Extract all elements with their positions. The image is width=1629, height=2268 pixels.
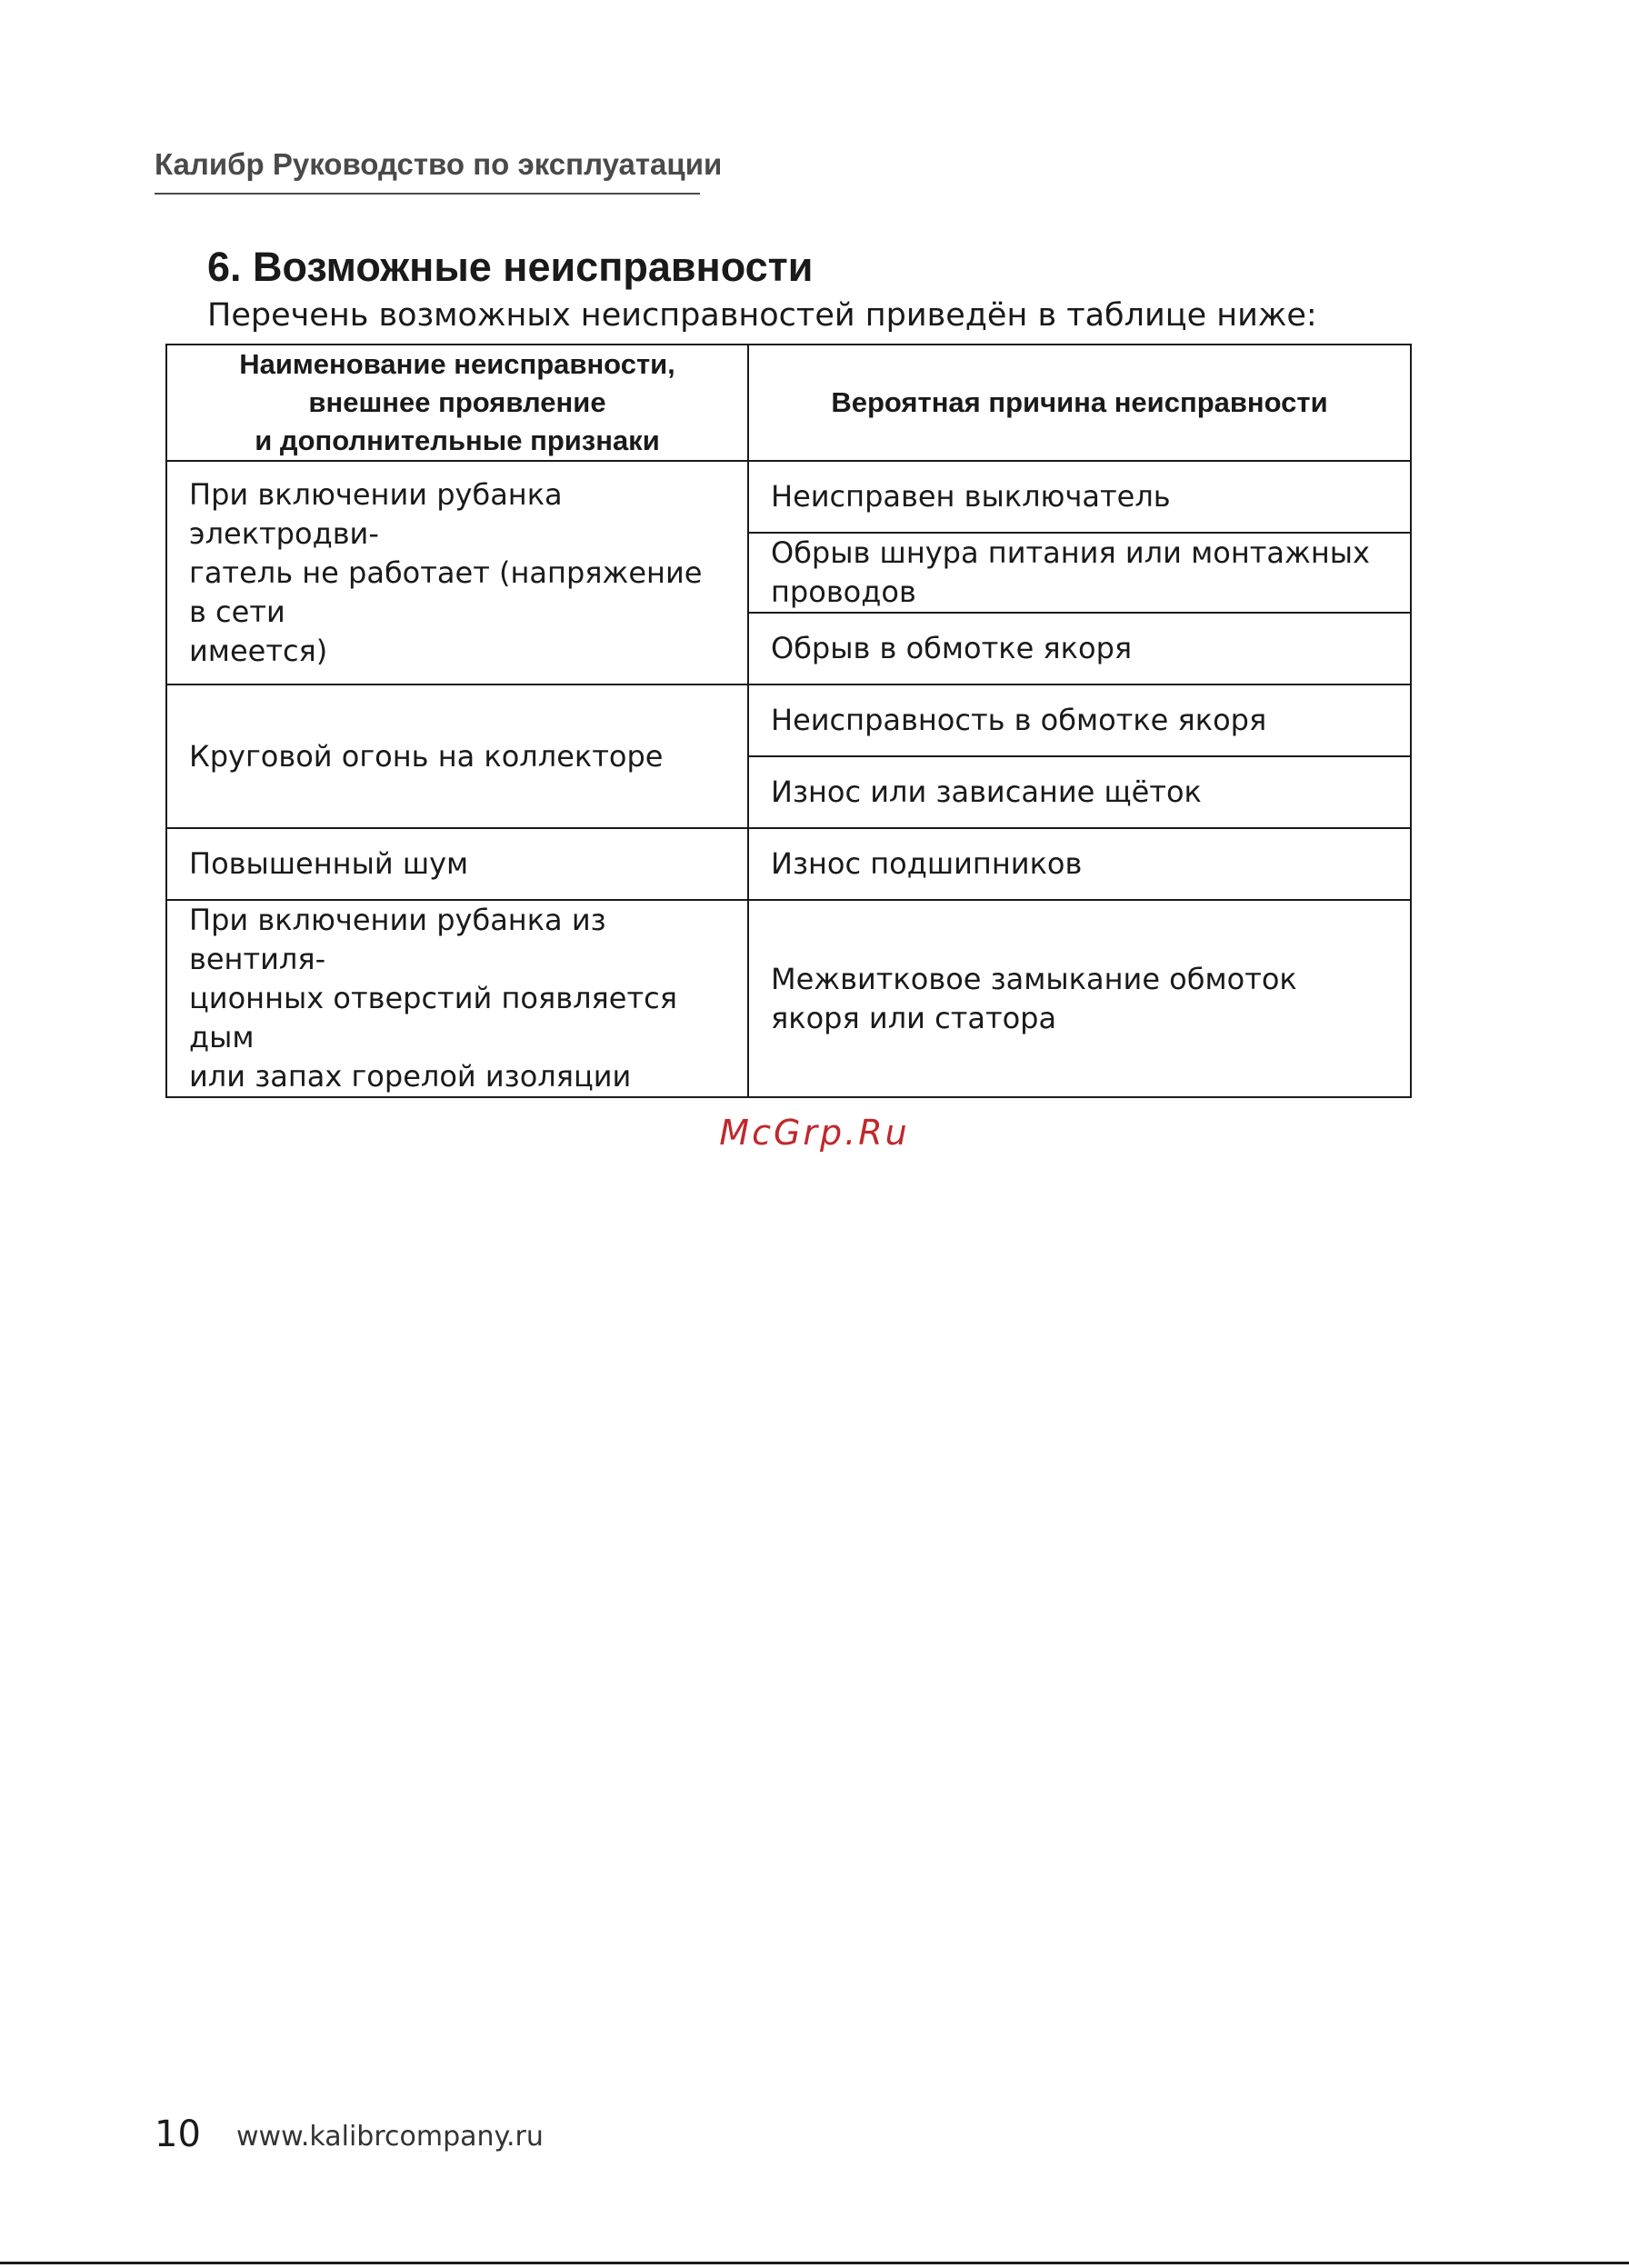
cause-cell: Неисправен выключатель	[748, 461, 1411, 533]
col1-header-line: внешнее проявление	[308, 386, 606, 418]
col1-header-line: Наименование неисправности,	[239, 348, 675, 380]
cause-cell: Межвитковое замыкание обмоток якоря или статора	[748, 900, 1411, 1097]
section-title: 6. Возможные неисправности	[207, 244, 814, 290]
col1-header-line: и дополнительные признаки	[255, 425, 660, 456]
symptom-line: Повышенный шум	[189, 846, 469, 881]
symptom-cell	[166, 461, 748, 684]
table-header-row	[166, 345, 1411, 461]
bottom-rule	[0, 2262, 1629, 2264]
symptom-cell	[166, 828, 748, 900]
table-row	[166, 684, 1411, 756]
table-row	[166, 828, 1411, 900]
symptom-cell	[166, 900, 748, 1097]
symptom-line: имеется)	[189, 633, 328, 668]
cause-cell: Износ подшипников	[748, 828, 1411, 900]
footer-url[interactable]: www.kalibrcompany.ru	[236, 2121, 544, 2153]
table-row	[166, 461, 1411, 533]
symptom-cell	[166, 684, 748, 828]
col1-header	[166, 345, 748, 461]
watermark: McGrp.Ru	[719, 1113, 910, 1153]
symptom-line: гатель не работает (напряжение в сети	[189, 555, 703, 629]
cause-cell: Обрыв в обмотке якоря	[748, 613, 1411, 684]
col2-header: Вероятная причина неисправности	[748, 345, 1411, 461]
cause-cell: Обрыв шнура питания или монтажных проводов	[748, 533, 1411, 613]
table-row	[166, 900, 1411, 1097]
symptom-line: ционных отверстий появляется дым	[189, 981, 677, 1054]
cause-cell: Неисправность в обмотке якоря	[748, 684, 1411, 756]
page-number: 10	[155, 2113, 201, 2155]
symptom-line: При включении рубанка из вентиля-	[189, 903, 606, 976]
symptom-line: При включении рубанка электродви-	[189, 476, 563, 551]
running-header: Калибр Руководство по эксплуатации	[155, 147, 700, 195]
faults-table	[165, 344, 1412, 1098]
symptom-line: Круговой огонь на коллекторе	[189, 738, 664, 774]
cause-cell: Износ или зависание щёток	[748, 756, 1411, 828]
section-intro: Перечень возможных неисправностей приведён в таблице ниже:	[207, 297, 1317, 334]
symptom-line: или запах горелой изоляции	[189, 1059, 632, 1094]
